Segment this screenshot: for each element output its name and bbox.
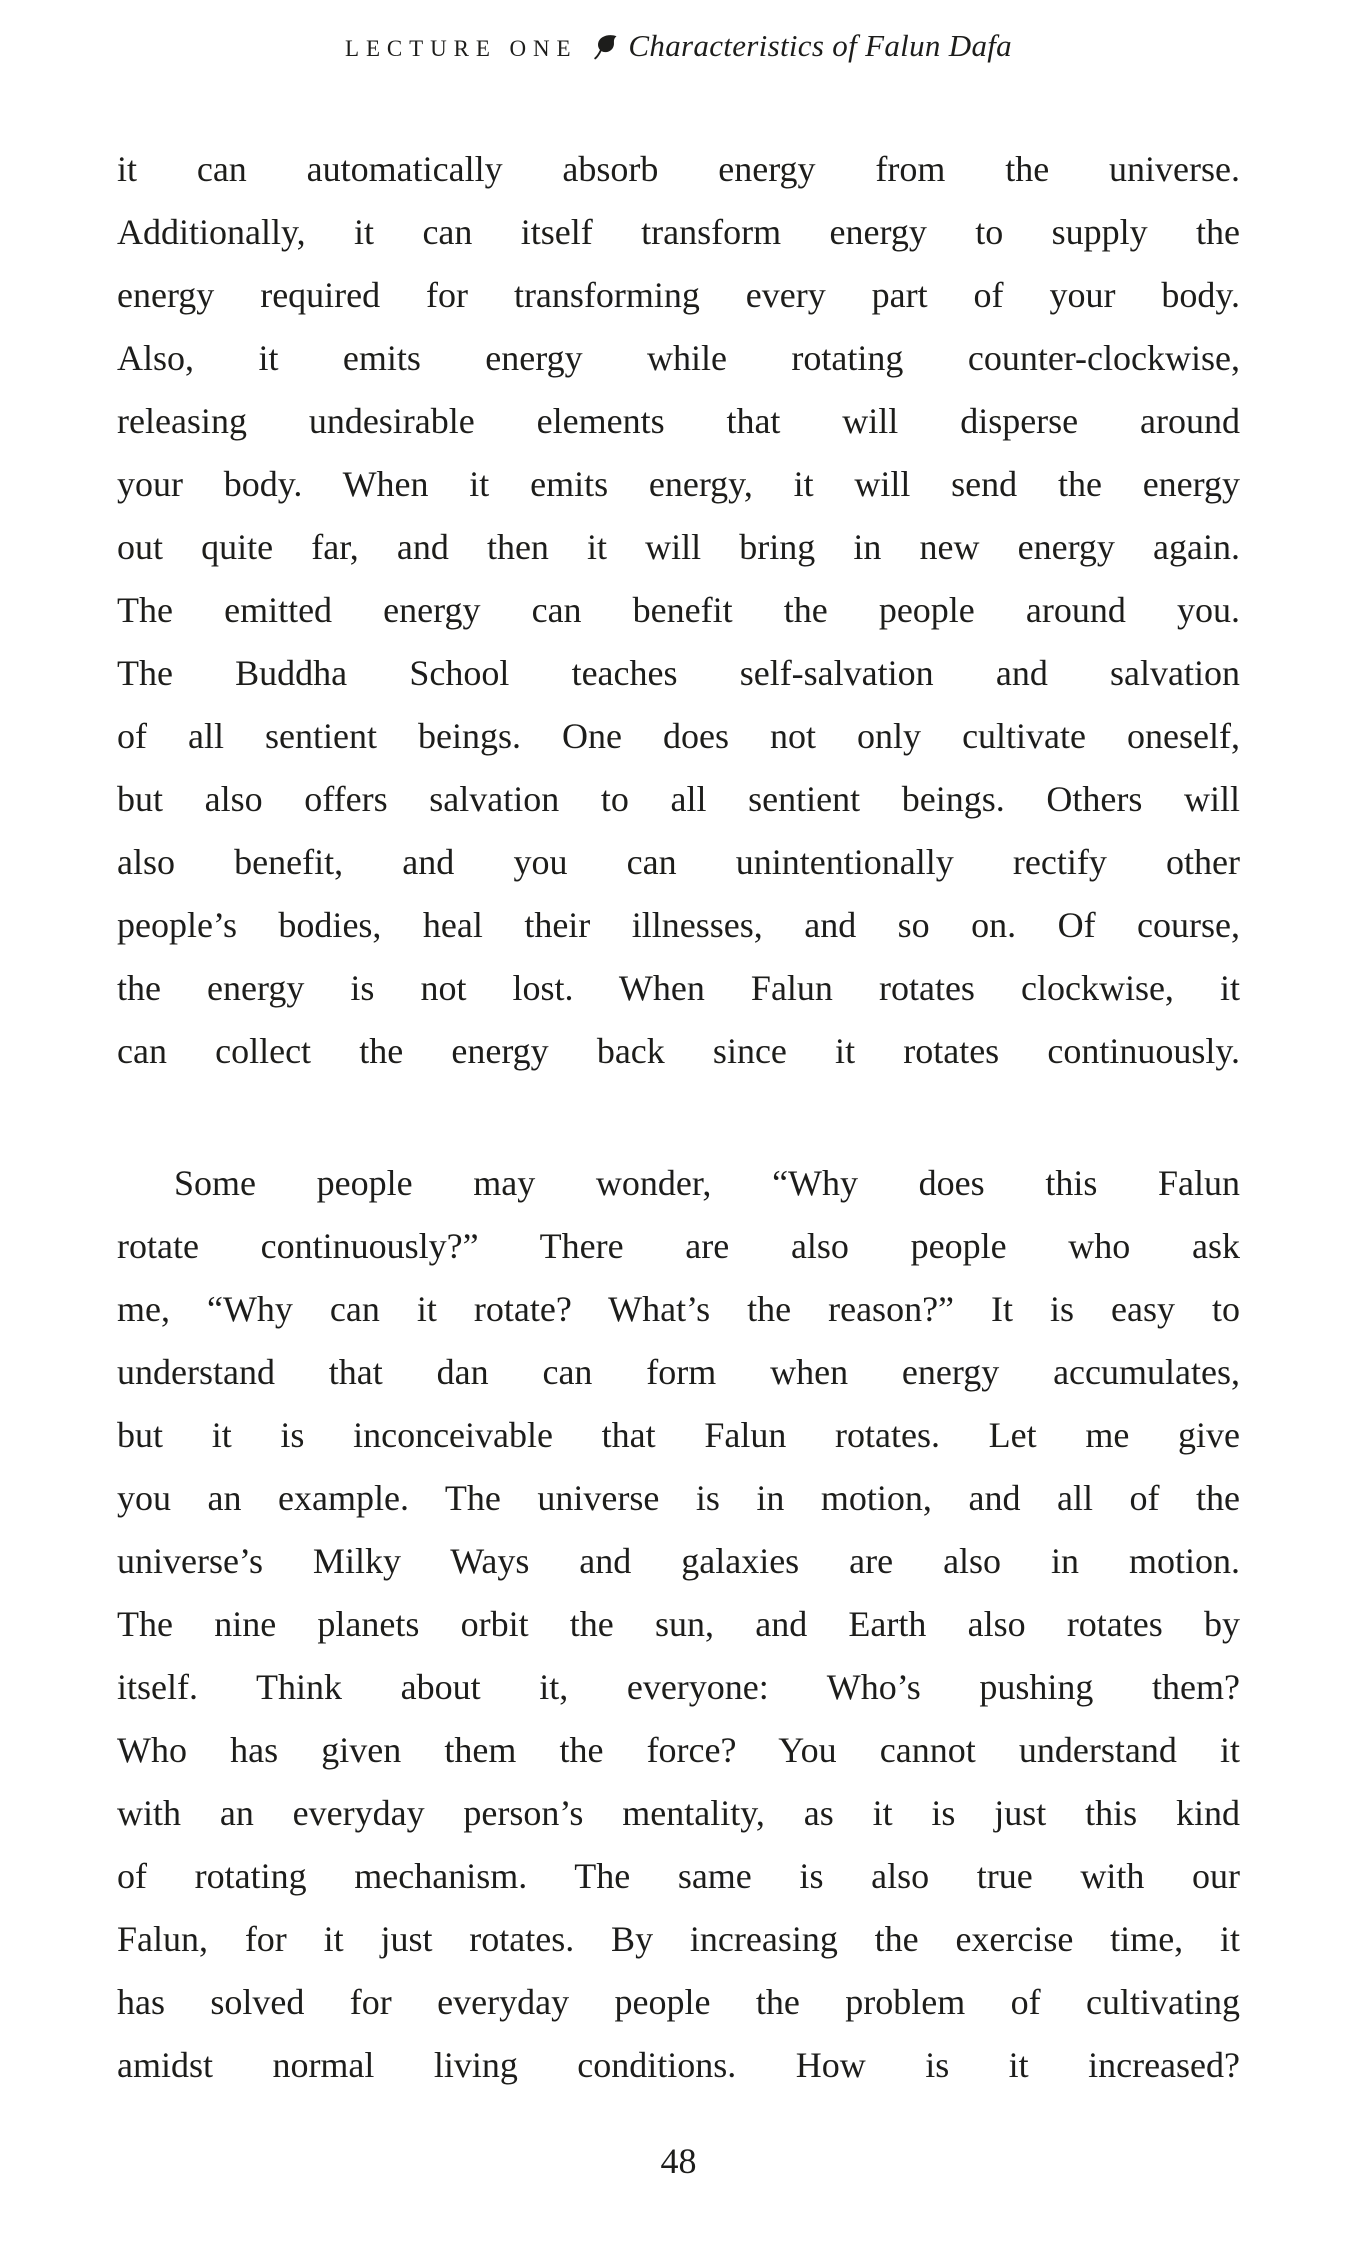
hedera-leaf-icon (593, 33, 618, 65)
text-line: The nine planets orbit the sun, and Earth also rotates by (117, 1604, 1240, 1644)
text-line: but it is inconceivable that Falun rotates. Let me give (117, 1415, 1240, 1455)
chapter-title: Characteristics of Falun Dafa (628, 28, 1012, 63)
body-text (117, 138, 1240, 2097)
text-line: rotate continuously?” There are also people who ask (117, 1226, 1240, 1266)
page-number: 48 (660, 2141, 697, 2181)
text-line: The Buddha School teaches self-salvation and salvation (117, 653, 1240, 693)
text-line: you an example. The universe is in motion, and all of the (117, 1478, 1240, 1518)
text-line: can collect the energy back since it rotates continuously. (117, 1031, 1240, 1071)
text-line: people’s bodies, heal their illnesses, and so on. Of course, (117, 905, 1240, 945)
text-line: Some people may wonder, “Why does this Falun (174, 1163, 1240, 1203)
text-line: but also offers salvation to all sentient beings. Others will (117, 779, 1240, 819)
text-line: Additionally, it can itself transform energy to supply the (117, 212, 1240, 252)
paragraph-1 (117, 138, 1240, 1083)
text-line: understand that dan can form when energy accumulates, (117, 1352, 1240, 1392)
section-label: LECTURE ONE (345, 36, 578, 61)
text-line: Falun, for it just rotates. By increasing the exercise time, it (117, 1919, 1240, 1959)
text-line: universe’s Milky Ways and galaxies are also in motion. (117, 1541, 1240, 1581)
text-line: out quite far, and then it will bring in new energy again. (117, 527, 1240, 567)
text-line: it can automatically absorb energy from the universe. (117, 149, 1240, 189)
text-line: also benefit, and you can unintentionally rectify other (117, 842, 1240, 882)
text-line: of all sentient beings. One does not only cultivate oneself, (117, 716, 1240, 756)
text-line: energy required for transforming every part of your body. (117, 275, 1240, 315)
paragraph-2 (117, 1152, 1240, 2097)
text-line: amidst normal living conditions. How is it increased? (117, 2045, 1240, 2085)
text-line: The emitted energy can benefit the people around you. (117, 590, 1240, 630)
text-line: has solved for everyday people the problem of cultivating (117, 1982, 1240, 2022)
text-line: the energy is not lost. When Falun rotates clockwise, it (117, 968, 1240, 1008)
running-head (117, 28, 1240, 65)
text-line: itself. Think about it, everyone: Who’s pushing them? (117, 1667, 1240, 1707)
text-line: me, “Why can it rotate? What’s the reason?” It is easy to (117, 1289, 1240, 1329)
text-line: of rotating mechanism. The same is also true with our (117, 1856, 1240, 1896)
text-line: releasing undesirable elements that will disperse around (117, 401, 1240, 441)
text-line: Who has given them the force? You cannot understand it (117, 1730, 1240, 1770)
text-line: with an everyday person’s mentality, as it is just this kind (117, 1793, 1240, 1833)
text-line: your body. When it emits energy, it will send the energy (117, 464, 1240, 504)
text-line: Also, it emits energy while rotating counter-clockwise, (117, 338, 1240, 378)
